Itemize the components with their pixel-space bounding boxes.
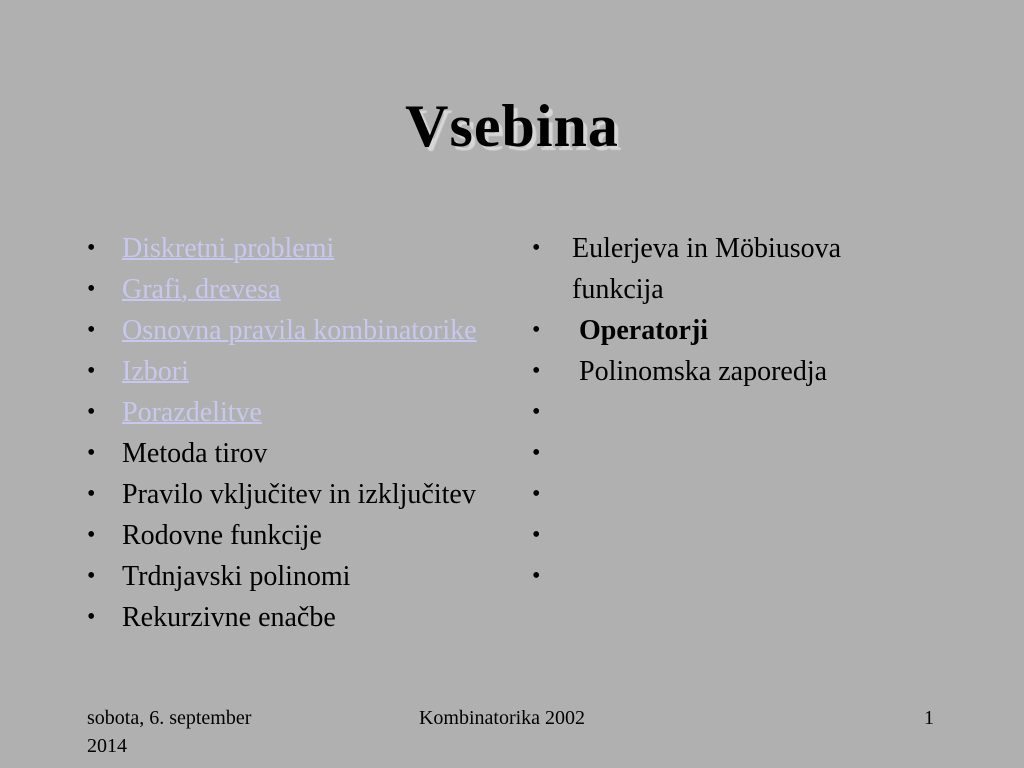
bullet-icon: • xyxy=(87,358,96,384)
toc-item xyxy=(85,269,525,310)
bullet-icon: • xyxy=(532,235,541,261)
toc-item-empty xyxy=(530,474,870,515)
toc-text-pravilo-vkljucitev: Pravilo vključitev in izključitev xyxy=(122,479,476,510)
toc-item-empty xyxy=(530,433,870,474)
toc-text-rodovne-funkcije: Rodovne funkcije xyxy=(122,520,322,551)
toc-item xyxy=(85,351,525,392)
toc-item xyxy=(85,474,525,515)
toc-item xyxy=(530,351,870,392)
bullet-icon: • xyxy=(532,563,541,589)
toc-item xyxy=(85,515,525,556)
toc-item-empty xyxy=(530,515,870,556)
toc-left-column xyxy=(85,228,525,638)
toc-text-rekurzivne-enacbe: Rekurzivne enačbe xyxy=(122,602,336,633)
bullet-icon: • xyxy=(87,481,96,507)
toc-item-empty xyxy=(530,556,870,597)
toc-link-grafi-drevesa[interactable]: Grafi, drevesa xyxy=(122,274,281,305)
toc-text-eulerjeva-mobiusova: Eulerjeva in Möbiusova funkcija xyxy=(572,233,842,305)
bullet-icon: • xyxy=(87,399,96,425)
bullet-icon: • xyxy=(87,276,96,302)
bullet-icon: • xyxy=(532,440,541,466)
toc-item xyxy=(85,433,525,474)
bullet-icon: • xyxy=(87,522,96,548)
toc-text-operatorji: Operatorji xyxy=(579,315,709,346)
toc-item-empty xyxy=(530,392,870,433)
toc-item xyxy=(85,310,525,351)
bullet-icon: • xyxy=(532,481,541,507)
footer-title: Kombinatorika 2002 xyxy=(418,707,586,729)
bullet-icon: • xyxy=(87,317,96,343)
bullet-icon: • xyxy=(87,563,96,589)
toc-item xyxy=(530,310,870,351)
slide-number: 1 xyxy=(924,707,934,729)
toc-text-trdnjavski-polinomi: Trdnjavski polinomi xyxy=(122,561,351,592)
toc-link-porazdelitve[interactable]: Porazdelitve xyxy=(122,397,262,428)
bullet-icon: • xyxy=(532,522,541,548)
bullet-icon: • xyxy=(532,358,541,384)
footer-date: sobota, 6. september 2014 xyxy=(87,707,252,757)
toc-right-column xyxy=(530,228,870,597)
toc-item xyxy=(530,228,870,310)
toc-item xyxy=(85,597,525,638)
toc-link-diskretni-problemi[interactable]: Diskretni problemi xyxy=(122,233,335,264)
bullet-icon: • xyxy=(532,399,541,425)
toc-link-osnovna-pravila[interactable]: Osnovna pravila kombinatorike xyxy=(122,315,477,346)
toc-item xyxy=(85,392,525,433)
bullet-icon: • xyxy=(87,440,96,466)
bullet-icon: • xyxy=(87,604,96,630)
toc-text-polinomska-zaporedja: Polinomska zaporedja xyxy=(579,356,828,387)
toc-item xyxy=(85,556,525,597)
slide-title: Vsebina xyxy=(405,93,619,159)
toc-link-izbori[interactable]: Izbori xyxy=(122,356,189,387)
bullet-icon: • xyxy=(532,317,541,343)
toc-text-metoda-tirov: Metoda tirov xyxy=(122,438,268,469)
bullet-icon: • xyxy=(87,235,96,261)
toc-item xyxy=(85,228,525,269)
